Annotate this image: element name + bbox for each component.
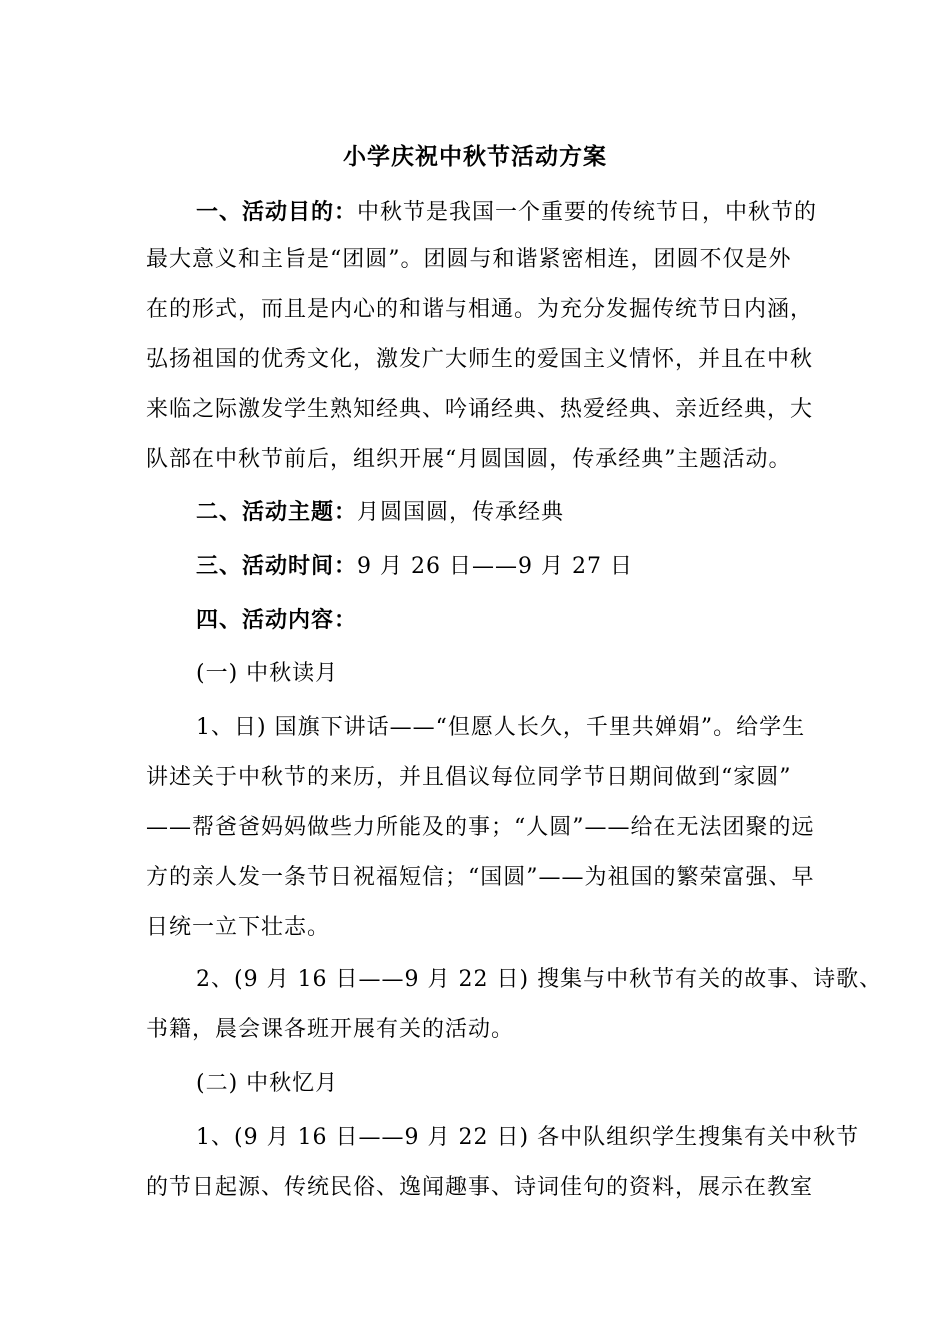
section1-line: 在的形式，而且是内心的和谐与相通。为充分发掘传统节日内涵， — [146, 297, 814, 322]
part1-item2-line: 2、(9 月 16 日——9 月 22 日) 搜集与中秋节有关的故事、诗歌、 — [196, 967, 883, 992]
section2-heading: 二、活动主题： — [196, 499, 358, 525]
part1-item1-line: 日统一立下壮志。 — [146, 915, 331, 940]
part1-item1-line: ——帮爸爸妈妈做些力所能及的事；“人圆”——给在无法团聚的远 — [146, 815, 815, 840]
section2-line — [196, 494, 876, 531]
section4-line — [196, 602, 876, 639]
part1-item1-line: 讲述关于中秋节的来历，并且倡议每位同学节日期间做到“家圆” — [146, 765, 792, 790]
section1-line: 队部在中秋节前后，组织开展“月圆国圆，传承经典”主题活动。 — [146, 447, 792, 472]
section1-first-line — [196, 194, 876, 231]
part2-item1-line: 的节日起源、传统民俗、逸闻趣事、诗词佳句的资料，展示在教室 — [146, 1175, 814, 1200]
part1-heading: (一) 中秋读月 — [196, 661, 339, 686]
section4-heading: 四、活动内容： — [196, 607, 358, 633]
part1-item1-line: 1、日) 国旗下讲话——“但愿人长久，千里共婵娟”。给学生 — [196, 715, 806, 740]
section1-line: 来临之际激发学生熟知经典、吟诵经典、热爱经典、亲近经典，大 — [146, 397, 814, 422]
document-title: 小学庆祝中秋节活动方案 — [343, 143, 607, 170]
section1-heading: 一、活动目的： — [196, 199, 358, 225]
section3-line — [196, 548, 876, 585]
part2-item1-line: 1、(9 月 16 日——9 月 22 日) 各中队组织学生搜集有关中秋节 — [196, 1125, 860, 1150]
section1-line: 中秋节是我国一个重要的传统节日，中秋节的 — [357, 200, 818, 225]
part1-item1-line: 方的亲人发一条节日祝福短信；“国圆”——为祖国的繁荣富强、早 — [146, 865, 815, 890]
section1-line: 最大意义和主旨是“团圆”。团圆与和谐紧密相连，团圆不仅是外 — [146, 247, 792, 272]
part1-item2-line: 书籍，晨会课各班开展有关的活动。 — [146, 1017, 515, 1042]
section2-text: 月圆国圆，传承经典 — [357, 500, 565, 525]
section3-heading: 三、活动时间： — [196, 553, 358, 579]
section1-line: 弘扬祖国的优秀文化，激发广大师生的爱国主义情怀，并且在中秋 — [146, 347, 814, 372]
section3-text: 9 月 26 日——9 月 27 日 — [357, 554, 633, 579]
part2-heading: (二) 中秋忆月 — [196, 1071, 339, 1096]
